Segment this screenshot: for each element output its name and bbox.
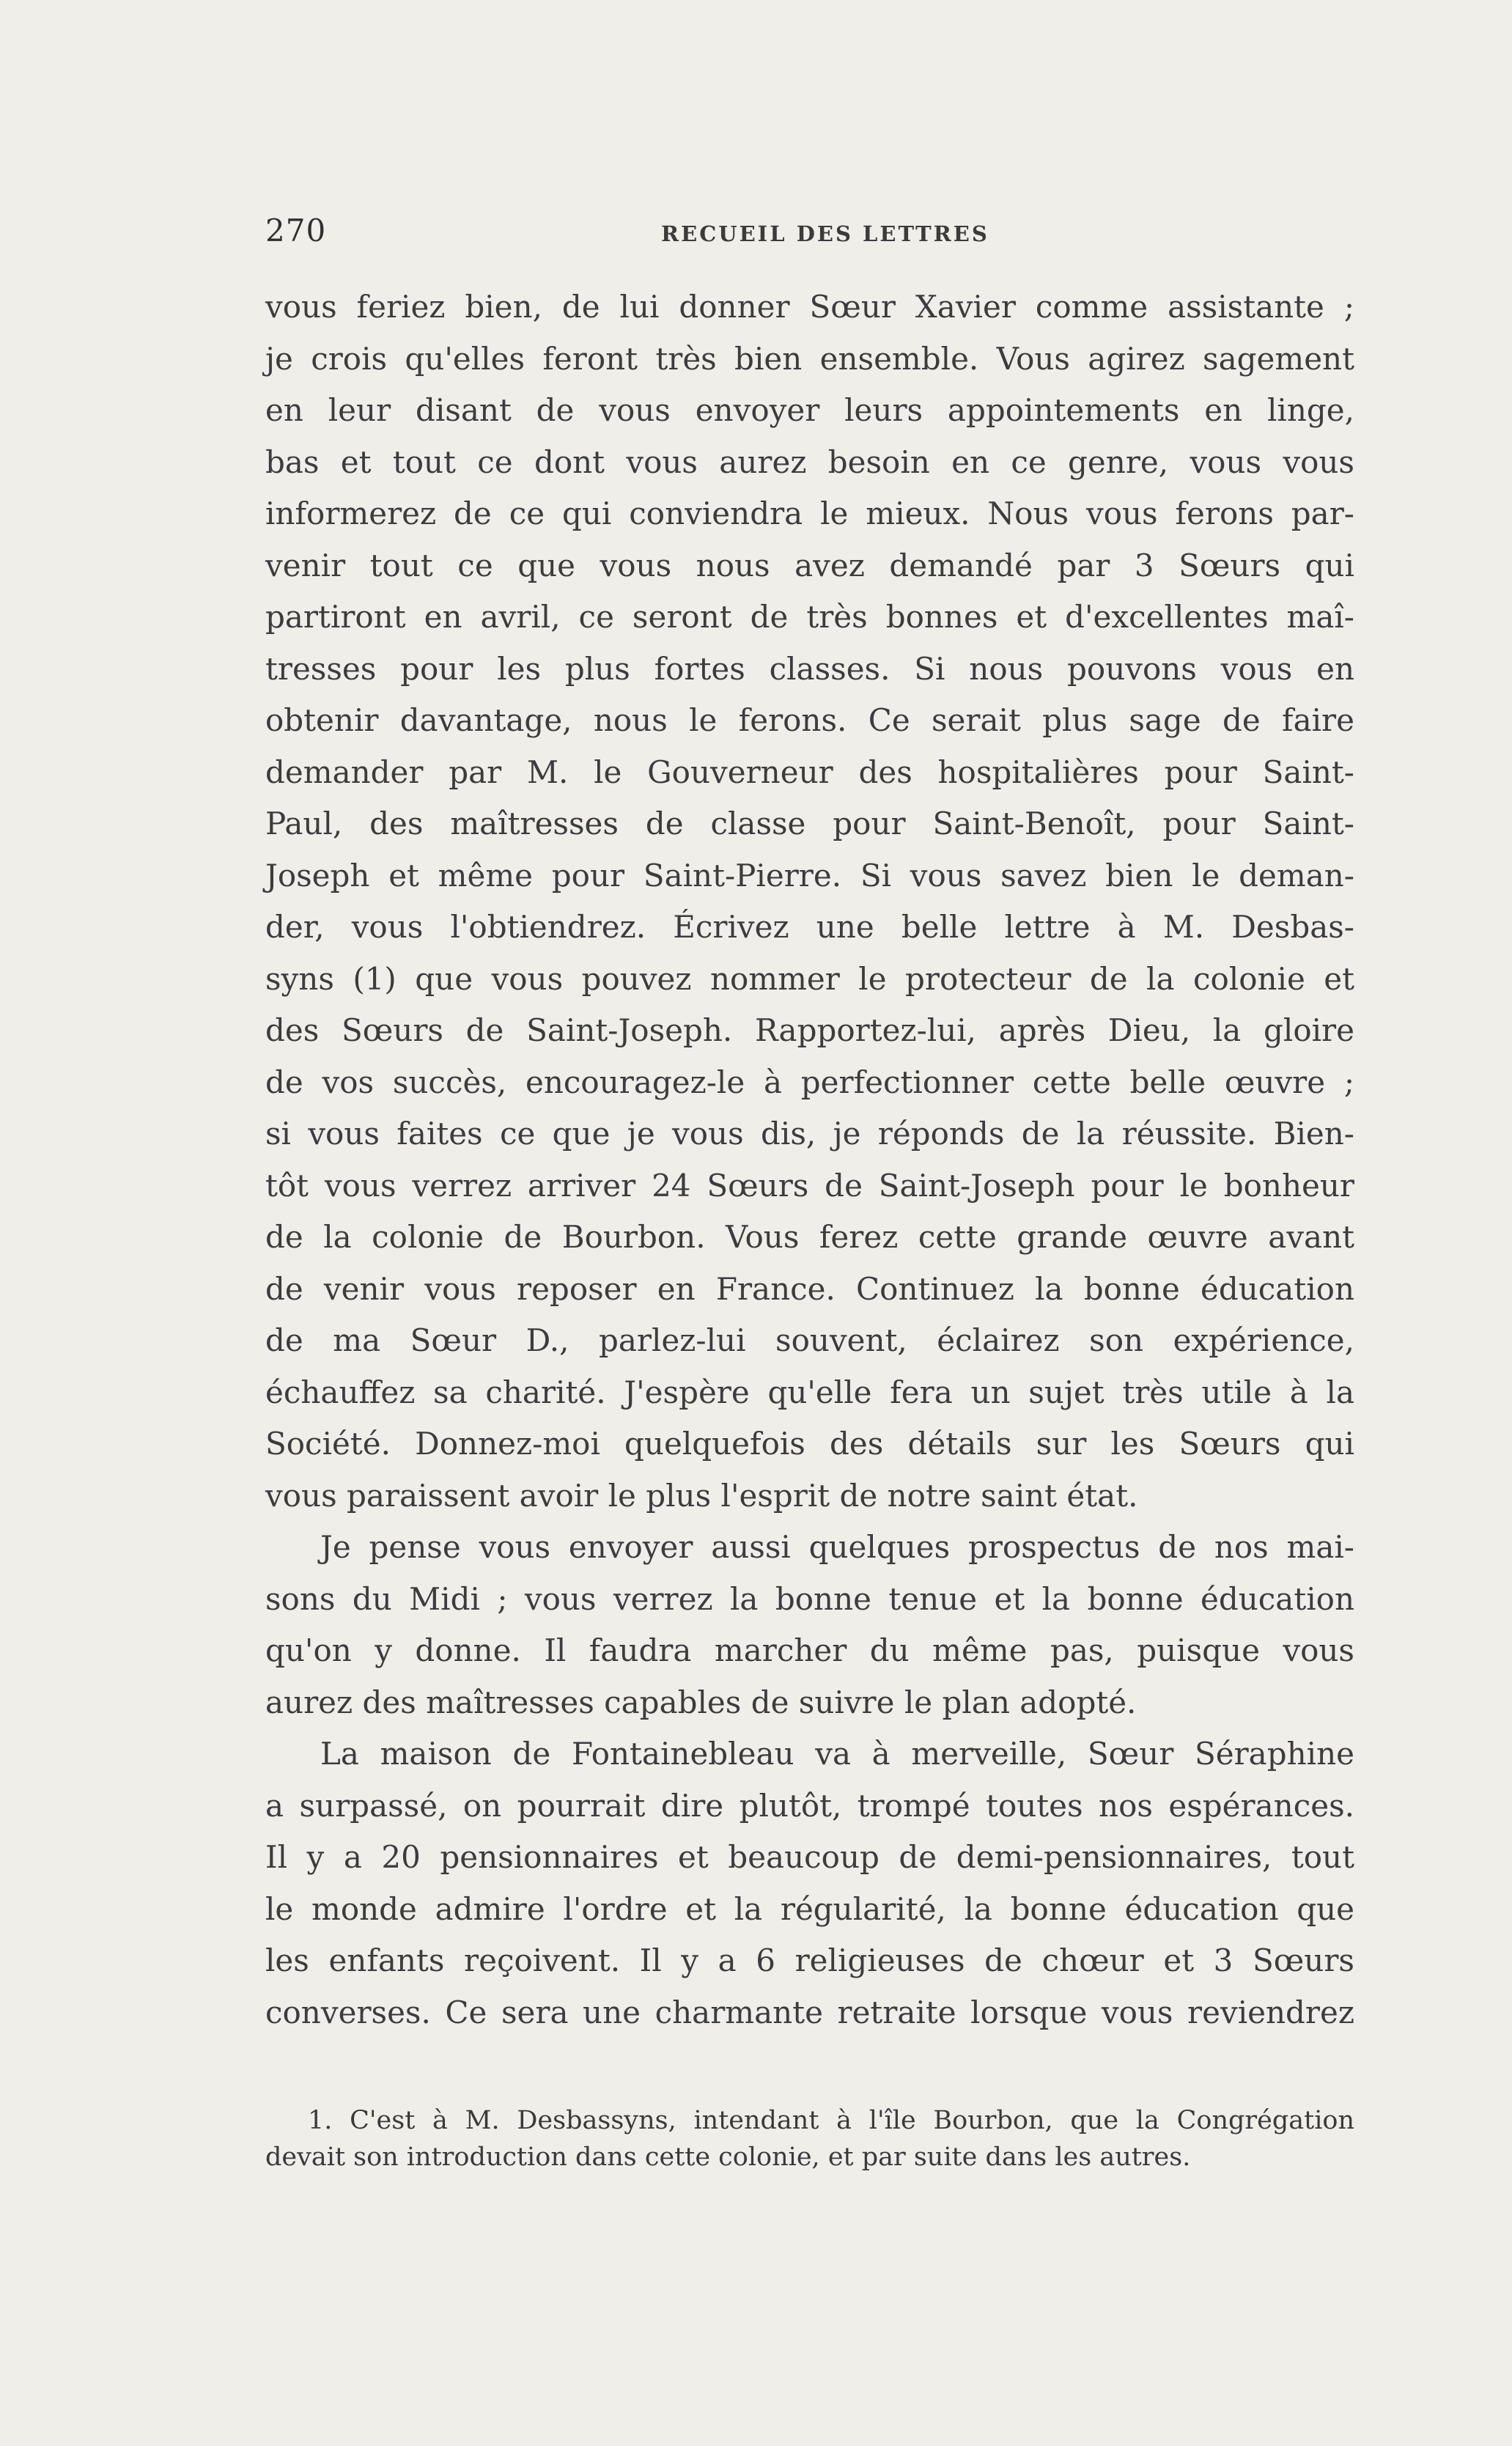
text-line: vous feriez bien, de lui donner Sœur Xavier comme assistante ;: [265, 289, 1354, 325]
text-line: a surpassé, on pourrait dire plutôt, trompé toutes nos espérances.: [265, 1787, 1354, 1824]
text-line: obtenir davantage, nous le ferons. Ce serait plus sage de faire: [265, 702, 1354, 738]
page-number: 270: [265, 213, 327, 248]
footnote-line: 1. C'est à M. Desbassyns, intendant à l'île Bourbon, que la Congrégation: [308, 2106, 1354, 2135]
text-line: qu'on y donne. Il faudra marcher du même pas, puisque vous: [265, 1632, 1354, 1668]
text-line: partiront en avril, ce seront de très bonnes et d'excellentes maî-: [265, 599, 1354, 635]
text-line: tôt vous verrez arriver 24 Sœurs de Saint-Joseph pour le bonheur: [265, 1167, 1354, 1204]
text-line: sons du Midi ; vous verrez la bonne tenue et la bonne éducation: [265, 1580, 1354, 1617]
text-line: venir tout ce que vous nous avez demandé par 3 Sœurs qui: [265, 547, 1354, 583]
text-line: syns (1) que vous pouvez nommer le protecteur de la colonie et: [265, 960, 1354, 997]
text-line: de la colonie de Bourbon. Vous ferez cette grande œuvre avant: [265, 1219, 1354, 1255]
text-line: de ma Sœur D., parlez-lui souvent, éclairez son expérience,: [265, 1322, 1354, 1358]
text-line: en leur disant de vous envoyer leurs appointements en linge,: [265, 392, 1354, 428]
text-line: les enfants reçoivent. Il y a 6 religieuses de chœur et 3 Sœurs: [265, 1942, 1354, 1978]
text-line: demander par M. le Gouverneur des hospitalières pour Saint-: [265, 754, 1354, 790]
text-line: der, vous l'obtiendrez. Écrivez une belle lettre à M. Desbas-: [265, 909, 1354, 945]
text-line: Paul, des maîtresses de classe pour Saint-Benoît, pour Saint-: [265, 806, 1354, 841]
paragraph-start-line: Je pense vous envoyer aussi quelques prospectus de nos mai-: [320, 1529, 1354, 1565]
text-line: je crois qu'elles feront très bien ensemble. Vous agirez sagement: [265, 340, 1354, 377]
text-line: échauffez sa charité. J'espère qu'elle fera un sujet très utile à la: [265, 1374, 1354, 1410]
running-head: [265, 213, 1354, 257]
paragraph-start-line: La maison de Fontainebleau va à merveille, Sœur Séraphine: [320, 1736, 1354, 1772]
text-line: Joseph et même pour Saint-Pierre. Si vous savez bien le deman-: [265, 857, 1354, 894]
text-line: Société. Donnez-moi quelquefois des détails sur les Sœurs qui: [265, 1426, 1354, 1462]
running-title: RECUEIL DES LETTRES: [661, 221, 989, 246]
footnote: [265, 2102, 1354, 2176]
text-line: converses. Ce sera une charmante retraite lorsque vous reviendrez: [265, 1994, 1354, 2030]
body-text: [265, 281, 1354, 2038]
text-line: de venir vous reposer en France. Continuez la bonne éducation: [265, 1270, 1354, 1307]
text-line: si vous faites ce que je vous dis, je réponds de la réussite. Bien-: [265, 1116, 1354, 1152]
text-line: Il y a 20 pensionnaires et beaucoup de demi-pensionnaires, tout: [265, 1839, 1354, 1875]
text-line: aurez des maîtresses capables de suivre le plan adopté.: [265, 1684, 1137, 1720]
text-line: tresses pour les plus fortes classes. Si nous pouvons vous en: [265, 650, 1354, 687]
text-line: le monde admire l'ordre et la régularité, la bonne éducation que: [265, 1890, 1354, 1927]
text-line: informerez de ce qui conviendra le mieux. Nous vous ferons par-: [265, 496, 1354, 531]
text-line: vous paraissent avoir le plus l'esprit de notre saint état.: [265, 1477, 1138, 1514]
text-line: bas et tout ce dont vous aurez besoin en ce genre, vous vous: [265, 443, 1354, 480]
footnote-line: devait son introduction dans cette colonie, et par suite dans les autres.: [265, 2143, 1191, 2172]
text-line: de vos succès, encouragez-le à perfectionner cette belle œuvre ;: [265, 1064, 1354, 1100]
text-line: des Sœurs de Saint-Joseph. Rapportez-lui, après Dieu, la gloire: [265, 1012, 1354, 1048]
